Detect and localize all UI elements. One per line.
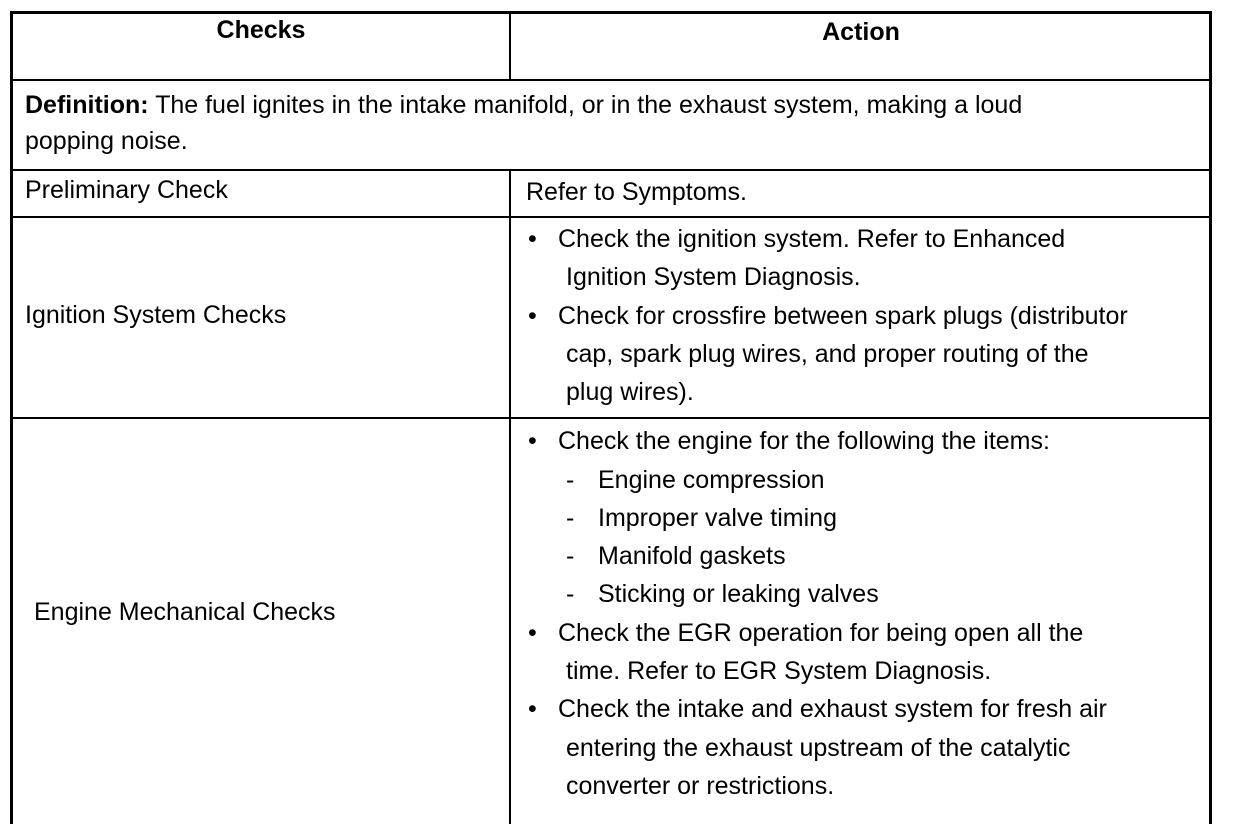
bullet-icon: • bbox=[528, 619, 537, 647]
engine-subitem: Improper valve timing bbox=[598, 504, 837, 532]
bullet-icon: • bbox=[528, 427, 537, 455]
ignition-bullet2-line3: plug wires). bbox=[566, 378, 694, 406]
header-divider bbox=[10, 79, 1212, 81]
bullet-icon: • bbox=[528, 302, 537, 330]
dash-icon: - bbox=[566, 542, 575, 570]
bullet-icon: • bbox=[528, 695, 537, 723]
engine-bullet3-line1: Check the intake and exhaust system for fresh air bbox=[558, 695, 1107, 723]
engine-subitem: Sticking or leaking valves bbox=[598, 580, 879, 608]
row-divider bbox=[10, 216, 1212, 218]
ignition-bullet1-line1: Check the ignition system. Refer to Enhanced bbox=[558, 225, 1066, 253]
action-preliminary: Refer to Symptoms. bbox=[526, 178, 747, 206]
ignition-bullet2-line2: cap, spark plug wires, and proper routing of the bbox=[566, 340, 1089, 368]
engine-subitem: Manifold gaskets bbox=[598, 542, 786, 570]
definition-line2: popping noise. bbox=[25, 127, 188, 155]
dash-icon: - bbox=[566, 504, 575, 532]
engine-bullet3-line3: converter or restrictions. bbox=[566, 772, 835, 800]
header-checks: Checks bbox=[216, 16, 306, 44]
row-divider bbox=[10, 417, 1212, 419]
engine-subitem: Engine compression bbox=[598, 466, 825, 494]
header-action: Action bbox=[822, 18, 900, 46]
definition-line1: The fuel ignites in the intake manifold, or in the exhaust system, making a loud bbox=[148, 91, 1023, 119]
dash-icon: - bbox=[566, 466, 575, 494]
bullet-icon: • bbox=[528, 225, 537, 253]
column-divider bbox=[509, 169, 511, 824]
check-ignition: Ignition System Checks bbox=[25, 301, 287, 329]
definition-label: Definition: bbox=[25, 91, 149, 119]
ignition-bullet1-line2: Ignition System Diagnosis. bbox=[566, 263, 861, 291]
definition-text bbox=[25, 86, 1022, 124]
ignition-bullet2-line1: Check for crossfire between spark plugs (distributor bbox=[558, 302, 1128, 330]
dash-icon: - bbox=[566, 580, 575, 608]
engine-bullet3-line2: entering the exhaust upstream of the catalytic bbox=[566, 734, 1071, 762]
engine-bullet2-line1: Check the EGR operation for being open all the bbox=[558, 619, 1084, 647]
check-preliminary: Preliminary Check bbox=[25, 176, 228, 204]
engine-bullet2-line2: time. Refer to EGR System Diagnosis. bbox=[566, 657, 992, 685]
engine-bullet1: Check the engine for the following the items: bbox=[558, 427, 1050, 455]
check-engine-mechanical: Engine Mechanical Checks bbox=[34, 598, 336, 626]
